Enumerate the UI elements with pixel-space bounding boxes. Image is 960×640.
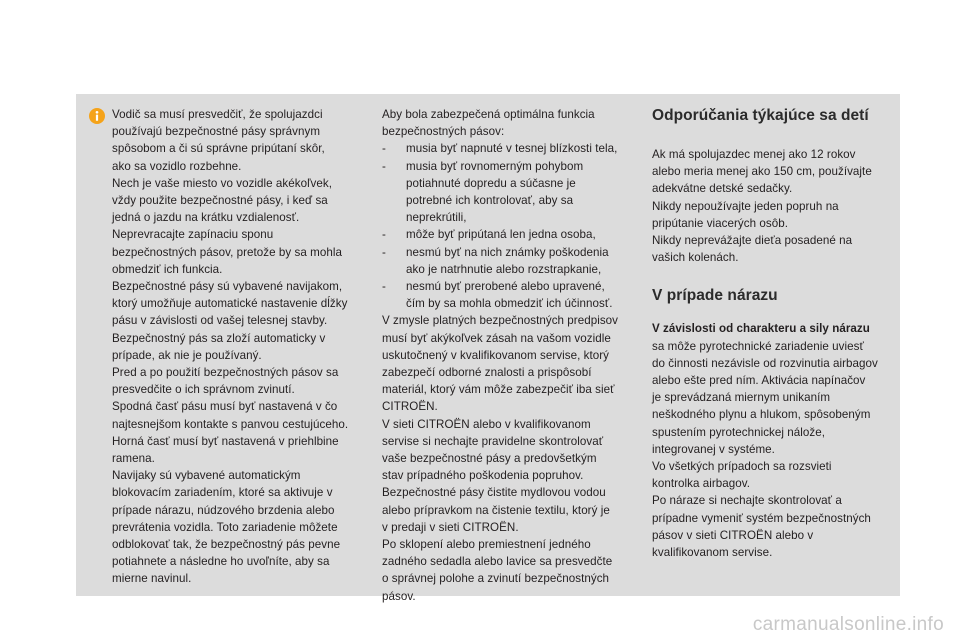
text-line: vždy použite bezpečnostné pásy, i keď sa — [112, 194, 328, 208]
list-item-text: nesmú byť prerobené alebo upravené, — [406, 280, 605, 294]
list-item-text: musia byť napnuté v tesnej blízkosti tela, — [406, 142, 618, 156]
text-line: prípade, ak nie je používaný. — [112, 348, 262, 362]
text-line: alebo prípravkom na čistenie textilu, ktorý je — [382, 503, 610, 517]
text-line: neškodného plynu a hlukom, spôsobeným — [652, 408, 871, 422]
right-column — [652, 106, 892, 561]
text-line: Vo všetkých prípadoch sa rozsvieti — [652, 460, 832, 474]
middle-column — [382, 106, 642, 605]
text-line: kvalifikovanom servise. — [652, 546, 773, 560]
text-line: mierne navinul. — [112, 572, 192, 586]
children-heading: Odporúčania týkajúce sa detí — [652, 107, 869, 124]
text-line: ktorý umožňuje automatické nastavenie dĺžky — [112, 297, 348, 311]
text-line: do činnosti nezávisle od rozvinutia airbagov — [652, 356, 878, 370]
list-item-text: musia byť rovnomerným pohybom — [406, 159, 584, 173]
text-line: bezpečnostných pásov: — [382, 125, 505, 139]
text-line: integrovanej v systéme. — [652, 442, 775, 456]
text-line: ako sa vozidlo rozbehne. — [112, 159, 242, 173]
middle-intro — [382, 106, 642, 140]
text-line: Neprevracajte zapínaciu sponu — [112, 228, 274, 242]
text-line: obmedziť ich funkcia. — [112, 262, 223, 276]
text-line: musí byť akýkoľvek zásah na vašom vozidle — [382, 331, 611, 345]
list-item-text: čím by sa mohla obmedziť ich účinnosť. — [406, 297, 613, 311]
list-item-text: potiahnuté dopredu a súčasne je — [406, 176, 576, 190]
children-section — [652, 146, 892, 266]
list-item-text: potrebné ich kontrolovať, aby sa — [406, 194, 574, 208]
text-line: presvedčite o ich správnom zvinutí. — [112, 383, 295, 397]
text-line: najtesnejšom kontakte s panvou cestujúceho. — [112, 417, 349, 431]
text-line: spôsobom a či sú správne pripútaní skôr, — [112, 142, 325, 156]
text-line: Spodná časť pásu musí byť nastavená v čo — [112, 400, 338, 414]
text-line: Navijaky sú vybavené automatickým — [112, 469, 301, 483]
text-line: blokovacím zariadením, ktoré sa aktivuje v — [112, 486, 333, 500]
text-line: alebo ešte pred ním. Aktivácia napínačov — [652, 374, 866, 388]
collision-heading: V prípade nárazu — [652, 287, 778, 305]
requirements-list — [382, 140, 642, 312]
watermark: carmanualsonline.info — [752, 614, 944, 635]
text-line: Bezpečnostný pás sa zloží automaticky v — [112, 331, 326, 345]
text-line: Po náraze si nechajte skontrolovať a — [652, 494, 842, 508]
list-item — [382, 278, 642, 312]
text-line: Nikdy nepoužívajte jeden popruh na — [652, 199, 839, 213]
collision-section — [652, 338, 892, 562]
text-line: adekvátne detské sedačky. — [652, 182, 793, 196]
list-item — [382, 244, 642, 278]
list-item — [382, 140, 642, 157]
text-line: Po sklopení alebo premiestnení jedného — [382, 538, 591, 552]
list-item — [382, 158, 642, 227]
text-line: sa môže pyrotechnické zariadenie uviesť — [652, 339, 864, 353]
text-line: Bezpečnostné pásy sú vybavené navijakom, — [112, 280, 343, 294]
middle-body — [382, 312, 642, 604]
list-item-text: neprekrútili, — [406, 211, 467, 225]
text-line: servise si nechajte pravidelne skontrolovať — [382, 434, 604, 448]
text-line: Bezpečnostné pásy čistite mydlovou vodou — [382, 486, 606, 500]
text-line: pásov. — [382, 589, 416, 603]
text-line: v predaji v sieti CITROËN. — [382, 520, 519, 534]
text-line: o správnej polohe a zvinutí bezpečnostných — [382, 572, 610, 586]
text-line: Vodič sa musí presvedčiť, že spolujazdci — [112, 108, 323, 121]
dash-marker: - — [382, 159, 386, 173]
collision-lead: V závislosti od charakteru a sily nárazu — [652, 322, 870, 336]
text-line: prevrátenia vozidla. Toto zariadenie môžete — [112, 520, 338, 534]
text-line: je sprevádzaná miernym unikaním — [652, 391, 831, 405]
text-line: pásu v závislosti od vašej telesnej stavby. — [112, 314, 328, 328]
text-line: prípade nárazu, núdzového brzdenia alebo — [112, 503, 335, 517]
list-item-text: nesmú byť na nich známky poškodenia — [406, 245, 609, 259]
text-line: Pred a po použití bezpečnostných pásov sa — [112, 366, 339, 380]
text-line: spustením pyrotechnickej nálože, — [652, 425, 826, 439]
text-line: Aby bola zabezpečená optimálna funkcia — [382, 108, 595, 121]
dash-marker: - — [382, 142, 386, 156]
text-line: V sieti CITROËN alebo v kvalifikovanom — [382, 417, 591, 431]
text-line: alebo meria menej ako 150 cm, používajte — [652, 165, 872, 179]
text-line: kontrolka airbagov. — [652, 477, 751, 491]
text-line: prípadne vymeniť systém bezpečnostných — [652, 511, 871, 525]
list-item-text: ako je natrhnutie alebo rozstrapkanie, — [406, 262, 602, 276]
text-line: zadného sedadla alebo lavice sa presvedčte — [382, 555, 613, 569]
dash-marker: - — [382, 280, 386, 294]
info-icon — [89, 108, 105, 124]
text-line: V zmysle platných bezpečnostných predpisov — [382, 314, 619, 328]
text-line: ramena. — [112, 452, 155, 466]
text-line: pásov v sieti CITROËN alebo v — [652, 528, 814, 542]
list-item-text: môže byť pripútaná len jedna osoba, — [406, 228, 596, 242]
text-line: Ak má spolujazdec menej ako 12 rokov — [652, 148, 856, 161]
text-line: pripútanie viacerých osôb. — [652, 216, 788, 230]
text-line: Horná časť musí byť nastavená v priehlbine — [112, 434, 339, 448]
text-line: bezpečnostných pásov, pretože by sa mohla — [112, 245, 342, 259]
text-line: vašich kolenách. — [652, 251, 739, 265]
text-line: odblokovať tak, že bezpečnostný pás pevne — [112, 538, 341, 552]
text-line: používajú bezpečnostné pásy správnym — [112, 125, 321, 139]
text-line: uskutočnený v kvalifikovanom servise, ktorý — [382, 348, 610, 362]
text-line: potiahnete a následne ho uvoľníte, aby sa — [112, 555, 330, 569]
list-item — [382, 226, 642, 243]
dash-marker: - — [382, 245, 386, 259]
text-line: stav prípadného poškodenia popruhov. — [382, 469, 584, 483]
text-line: materiál, ktorý vám môže zabezpečiť iba sieť — [382, 383, 615, 397]
text-line: Nikdy neprevážajte dieťa posadené na — [652, 234, 853, 248]
text-line: CITROËN. — [382, 400, 438, 414]
text-line: vaše bezpečnostné pásy a predovšetkým — [382, 452, 597, 466]
text-line: Nech je vaše miesto vo vozidle akékoľvek, — [112, 176, 333, 190]
text-line: zabezpečí odborné znalosti a prispôsobí — [382, 366, 592, 380]
text-line: jedná o jazdu na krátku vzdialenosť. — [112, 211, 300, 225]
left-column — [112, 106, 374, 588]
dash-marker: - — [382, 228, 386, 242]
